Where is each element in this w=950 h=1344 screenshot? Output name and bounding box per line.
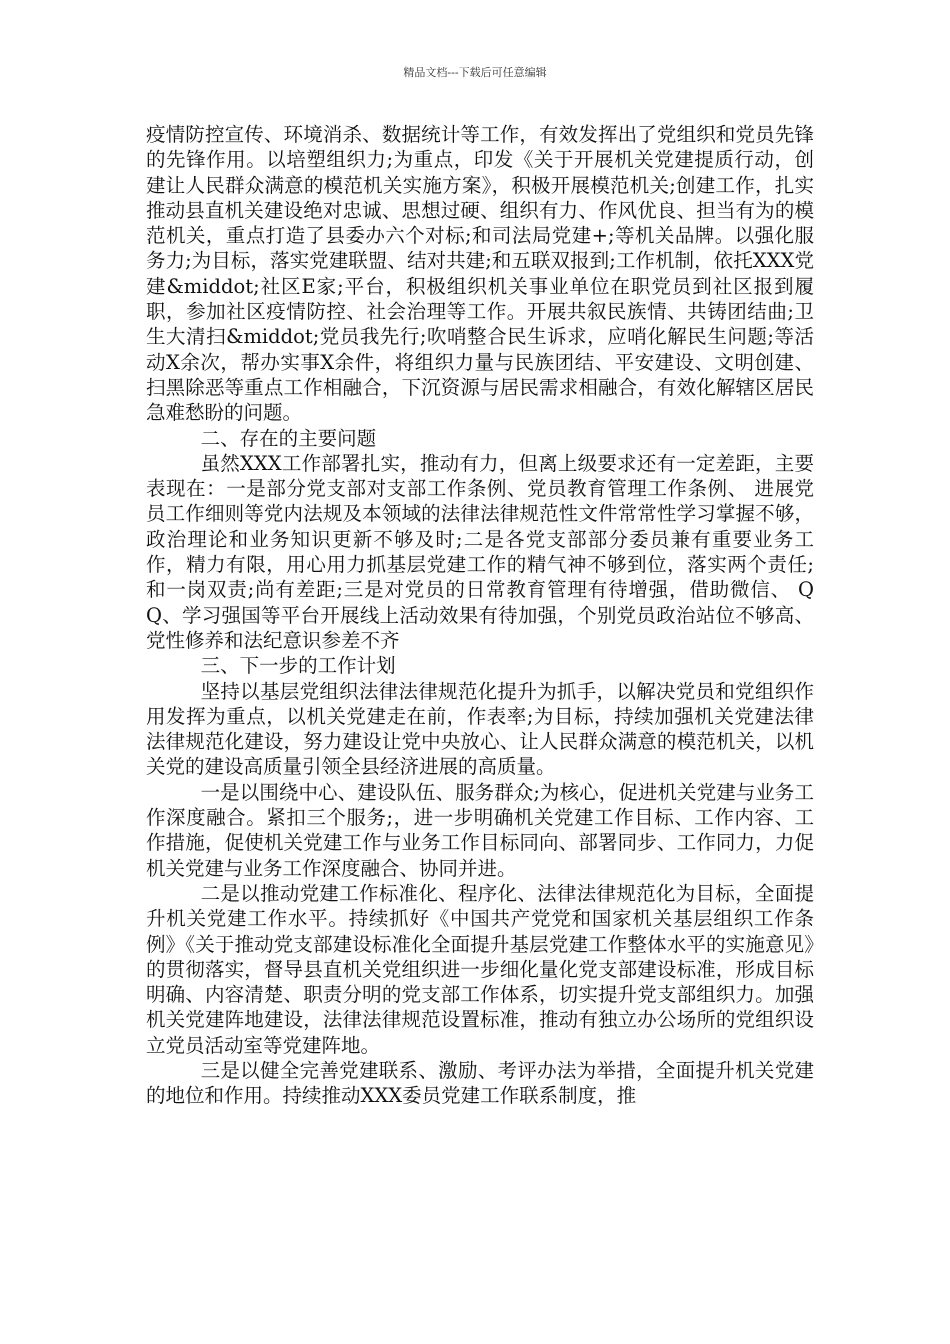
- paragraph: 坚持以基层党组织法律法律规范化提升为抓手，以解决党员和党组织作用发挥为重点，以机关党建走在前，作表率;为目标，持续加强机关党建法律法律规范化建设，努力建设让党中央放心、让人民群众满意的模范机关，以机关党的建设高质量引领全县经济进展的高质量。: [146, 679, 814, 779]
- paragraph: 一是以围绕中心、建设队伍、服务群众;为核心，促进机关党建与业务工作深度融合。紧扣三个服务;，进一步明确机关党建工作目标、工作内容、工作措施，促使机关党建工作与业务工作目标同向、部署同步、工作同力，力促机关党建与业务工作深度融合、协同并进。: [146, 780, 814, 880]
- document-body: [146, 122, 814, 1109]
- section-heading: 三、下一步的工作计划: [200, 654, 396, 678]
- section-heading: 二、存在的主要问题: [200, 426, 377, 450]
- paragraph: 虽然XXX工作部署扎实，推动有力，但离上级要求还有一定差距，主要表现在：一是部分党支部对支部工作条例、党员教育管理工作条例、 进展党员工作细则等党内法规及本领域的法律法律规范性文件常常性学习掌握不够，政治理论和业务知识更新不够及时;二是各党支部部分委员兼有重要业务工作，精力有限，用心用力抓基层党建工作的精气神不够到位，落实两个责任;和一岗双责;尚有差距;三是对党员的日常教育管理有待增强，借助微信、 QQ、学习强国等平台开展线上活动效果有待加强，个别党员政治站位不够高、党性修养和法纪意识参差不齐: [146, 451, 814, 652]
- paragraph: 三是以健全完善党建联系、激励、考评办法为举措，全面提升机关党建的地位和作用。持续推动XXX委员党建工作联系制度，推: [146, 1058, 814, 1108]
- page-header: 精品文档---下载后可任意编辑: [403, 66, 547, 79]
- paragraph: 疫情防控宣传、环境消杀、数据统计等工作，有效发挥出了党组织和党员先锋的先锋作用。以培塑组织力;为重点，印发《关于开展机关党建提质行动，创建让人民群众满意的模范机关实施方案》，积极开展模范机关;创建工作，扎实推动县直机关建设绝对忠诚、思想过硬、组织有力、作风优良、担当有为的模范机关，重点打造了县委办六个对标;和司法局党建+;等机关品牌。以强化服务力;为目标，落实党建联盟、结对共建;和五联双报到;工作机制，依托XXX党建&middot;社区E家;平台，积极组织机关事业单位在职党员到社区报到履职，参加社区疫情防控、社会治理等工作。开展共叙民族情、共铸团结曲;卫生大清扫&middot;党员我先行;吹哨整合民生诉求，应哨化解民生问题;等活动X余次，帮办实事X余件，将组织力量与民族团结、平安建设、文明创建、扫黑除恶等重点工作相融合，下沉资源与居民需求相融合，有效化解辖区居民急难愁盼的问题。: [146, 123, 814, 425]
- paragraph: 二是以推动党建工作标准化、程序化、法律法律规范化为目标，全面提升机关党建工作水平。持续抓好《中国共产党党和国家机关基层组织工作条例》《关于推动党支部建设标准化全面提升基层党建工作整体水平的实施意见》的贯彻落实，督导县直机关党组织进一步细化量化党支部建设标准，形成目标明确、内容清楚、职责分明的党支部工作体系，切实提升党支部组织力。加强机关党建阵地建设，法律法律规范设置标准，推动有独立办公场所的党组织设立党员活动室等党建阵地。: [146, 881, 814, 1057]
